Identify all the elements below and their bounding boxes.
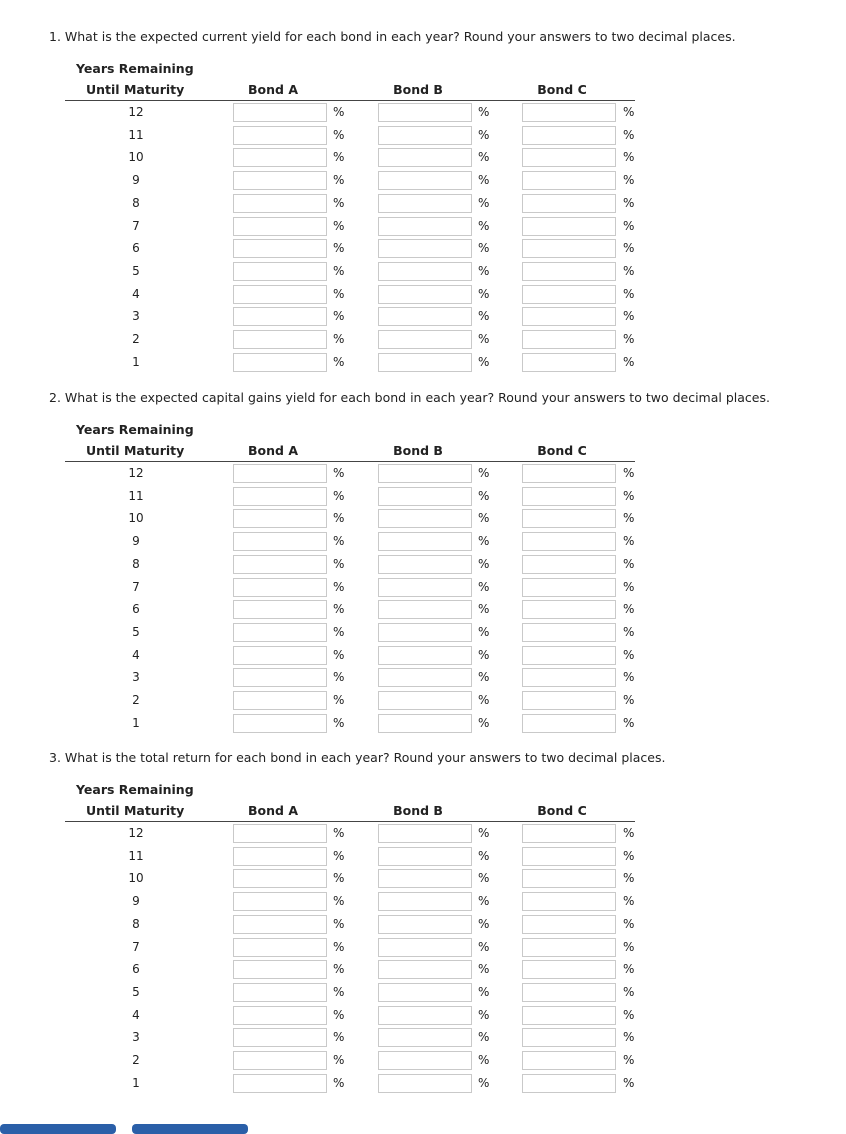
percent-unit: %	[623, 1007, 635, 1022]
total-return-bond-a-input[interactable]	[233, 892, 327, 911]
capital-gains-yield-bond-b-input[interactable]	[378, 714, 472, 733]
percent-unit: %	[333, 218, 345, 233]
total-return-bond-a-input[interactable]	[233, 824, 327, 843]
total-return-bond-a-input[interactable]	[233, 983, 327, 1002]
percent-unit: %	[333, 602, 345, 617]
percent-unit: %	[623, 916, 635, 931]
capital-gains-yield-bond-c-input[interactable]	[522, 464, 616, 483]
capital-gains-yield-bond-c-input[interactable]	[522, 578, 616, 597]
total-return-bond-c-input[interactable]	[522, 892, 616, 911]
year-label: 12	[128, 826, 144, 840]
year-label: 9	[132, 173, 140, 188]
total-return-bond-b-input[interactable]	[378, 1006, 472, 1025]
capital-gains-yield-bond-c-input[interactable]	[522, 555, 616, 574]
percent-unit: %	[623, 332, 635, 346]
year-label: 6	[132, 241, 140, 256]
current-yield-bond-c-input[interactable]	[522, 217, 616, 236]
percent-unit: %	[623, 670, 635, 685]
year-label: 11	[128, 488, 144, 503]
year-label: 2	[132, 1053, 140, 1067]
current-yield-bond-c-input[interactable]	[522, 262, 616, 281]
percent-unit: %	[623, 848, 635, 863]
total-return-bond-c-input[interactable]	[522, 938, 616, 957]
current-yield-bond-b-input[interactable]	[378, 330, 472, 349]
capital-gains-yield-bond-b-input[interactable]	[378, 532, 472, 551]
current-yield-bond-a-input[interactable]	[233, 353, 327, 372]
capital-gains-yield-bond-a-input[interactable]	[233, 555, 327, 574]
current-yield-bond-b-input[interactable]	[378, 239, 472, 258]
percent-unit: %	[333, 1007, 345, 1022]
percent-unit: %	[478, 826, 490, 840]
percent-unit: %	[478, 1030, 490, 1045]
capital-gains-yield-bond-b-input[interactable]	[378, 509, 472, 528]
year-label: 2	[132, 332, 140, 346]
percent-unit: %	[478, 263, 490, 278]
percent-unit: %	[333, 241, 345, 256]
total-return-bond-b-input[interactable]	[378, 960, 472, 979]
capital-gains-yield-bond-c-input[interactable]	[522, 487, 616, 506]
current-yield-bond-a-input[interactable]	[233, 126, 327, 145]
capital-gains-yield-bond-c-input[interactable]	[522, 600, 616, 619]
current-yield-bond-a-input[interactable]	[233, 285, 327, 304]
current-yield-bond-b-input[interactable]	[378, 148, 472, 167]
current-yield-bond-b-input[interactable]	[378, 126, 472, 145]
bond-header-b: Bond B	[393, 82, 443, 97]
bond-header-c: Bond C	[537, 82, 587, 97]
year-label: 9	[132, 894, 140, 909]
percent-unit: %	[478, 1053, 490, 1067]
percent-unit: %	[623, 466, 635, 480]
total-return-bond-b-input[interactable]	[378, 938, 472, 957]
year-label: 12	[128, 466, 144, 480]
year-label: 10	[128, 511, 144, 526]
percent-unit: %	[333, 1075, 345, 1090]
total-return-bond-c-input[interactable]	[522, 1074, 616, 1093]
year-label: 7	[132, 218, 140, 233]
percent-unit: %	[333, 286, 345, 301]
percent-unit: %	[478, 195, 490, 210]
percent-unit: %	[478, 894, 490, 909]
percent-unit: %	[478, 1075, 490, 1090]
capital-gains-yield-bond-b-input[interactable]	[378, 464, 472, 483]
percent-unit: %	[478, 511, 490, 526]
year-label: 8	[132, 916, 140, 931]
capital-gains-yield-bond-a-input[interactable]	[233, 509, 327, 528]
total-return-bond-a-input[interactable]	[233, 847, 327, 866]
current-yield-bond-b-input[interactable]	[378, 194, 472, 213]
bond-header-c: Bond C	[537, 803, 587, 818]
percent-unit: %	[478, 150, 490, 165]
year-label: 3	[132, 670, 140, 685]
bond-header-c: Bond C	[537, 443, 587, 458]
current-yield-bond-a-input[interactable]	[233, 262, 327, 281]
percent-unit: %	[478, 693, 490, 707]
percent-unit: %	[478, 916, 490, 931]
total-return-bond-c-input[interactable]	[522, 1006, 616, 1025]
percent-unit: %	[623, 939, 635, 954]
percent-unit: %	[478, 488, 490, 503]
percent-unit: %	[333, 105, 345, 119]
current-yield-bond-a-input[interactable]	[233, 217, 327, 236]
footer-button-left[interactable]	[0, 1124, 116, 1134]
year-label: 1	[132, 715, 140, 730]
capital-gains-yield-bond-b-input[interactable]	[378, 646, 472, 665]
current-yield-bond-c-input[interactable]	[522, 353, 616, 372]
years-header-line1: Years Remaining	[76, 782, 194, 797]
year-label: 8	[132, 195, 140, 210]
capital-gains-yield-bond-c-input[interactable]	[522, 623, 616, 642]
year-label: 9	[132, 534, 140, 549]
year-label: 5	[132, 263, 140, 278]
bond-header-a: Bond A	[248, 82, 298, 97]
total-return-bond-c-input[interactable]	[522, 869, 616, 888]
year-label: 2	[132, 693, 140, 707]
capital-gains-yield-bond-a-input[interactable]	[233, 600, 327, 619]
total-return-bond-a-input[interactable]	[233, 915, 327, 934]
current-yield-bond-b-input[interactable]	[378, 353, 472, 372]
percent-unit: %	[623, 602, 635, 617]
capital-gains-yield-bond-a-input[interactable]	[233, 646, 327, 665]
total-return-bond-b-input[interactable]	[378, 983, 472, 1002]
current-yield-bond-c-input[interactable]	[522, 330, 616, 349]
capital-gains-yield-bond-a-input[interactable]	[233, 487, 327, 506]
percent-unit: %	[478, 715, 490, 730]
percent-unit: %	[623, 871, 635, 886]
capital-gains-yield-bond-a-input[interactable]	[233, 532, 327, 551]
percent-unit: %	[623, 286, 635, 301]
year-label: 10	[128, 871, 144, 886]
percent-unit: %	[623, 647, 635, 662]
year-label: 3	[132, 309, 140, 324]
year-label: 8	[132, 556, 140, 571]
years-header-line1: Years Remaining	[76, 61, 194, 76]
year-label: 6	[132, 962, 140, 977]
capital-gains-yield-bond-a-input[interactable]	[233, 464, 327, 483]
percent-unit: %	[623, 263, 635, 278]
percent-unit: %	[333, 354, 345, 369]
year-label: 4	[132, 286, 140, 301]
total-return-bond-b-input[interactable]	[378, 847, 472, 866]
capital-gains-yield-bond-c-input[interactable]	[522, 691, 616, 710]
percent-unit: %	[333, 647, 345, 662]
percent-unit: %	[478, 984, 490, 999]
percent-unit: %	[478, 534, 490, 549]
percent-unit: %	[333, 195, 345, 210]
current-yield-bond-a-input[interactable]	[233, 239, 327, 258]
percent-unit: %	[478, 241, 490, 256]
percent-unit: %	[333, 1030, 345, 1045]
total-return-bond-c-input[interactable]	[522, 915, 616, 934]
percent-unit: %	[333, 309, 345, 324]
percent-unit: %	[478, 962, 490, 977]
capital-gains-yield-bond-b-input[interactable]	[378, 623, 472, 642]
current-yield-bond-b-input[interactable]	[378, 103, 472, 122]
total-return-bond-c-input[interactable]	[522, 1051, 616, 1070]
total-return-bond-a-input[interactable]	[233, 960, 327, 979]
current-yield-bond-b-input[interactable]	[378, 171, 472, 190]
current-yield-bond-c-input[interactable]	[522, 103, 616, 122]
percent-unit: %	[623, 534, 635, 549]
capital-gains-yield-bond-c-input[interactable]	[522, 532, 616, 551]
current-yield-bond-a-input[interactable]	[233, 330, 327, 349]
percent-unit: %	[333, 939, 345, 954]
years-header-line2: Until Maturity	[86, 82, 185, 97]
percent-unit: %	[623, 309, 635, 324]
total-return-bond-a-input[interactable]	[233, 869, 327, 888]
percent-unit: %	[333, 826, 345, 840]
capital-gains-yield-bond-b-input[interactable]	[378, 668, 472, 687]
percent-unit: %	[333, 127, 345, 142]
percent-unit: %	[623, 1030, 635, 1045]
percent-unit: %	[623, 556, 635, 571]
current-yield-bond-c-input[interactable]	[522, 126, 616, 145]
percent-unit: %	[333, 466, 345, 480]
header-divider	[65, 461, 635, 462]
year-label: 10	[128, 150, 144, 165]
year-label: 11	[128, 848, 144, 863]
current-yield-bond-c-input[interactable]	[522, 148, 616, 167]
percent-unit: %	[333, 916, 345, 931]
percent-unit: %	[623, 693, 635, 707]
current-yield-bond-b-input[interactable]	[378, 217, 472, 236]
year-label: 4	[132, 1007, 140, 1022]
percent-unit: %	[623, 150, 635, 165]
percent-unit: %	[333, 263, 345, 278]
total-return-bond-c-input[interactable]	[522, 824, 616, 843]
header-divider	[65, 821, 635, 822]
bond-header-a: Bond A	[248, 443, 298, 458]
year-label: 4	[132, 647, 140, 662]
percent-unit: %	[478, 218, 490, 233]
percent-unit: %	[478, 286, 490, 301]
capital-gains-yield-bond-a-input[interactable]	[233, 623, 327, 642]
total-return-bond-b-input[interactable]	[378, 892, 472, 911]
percent-unit: %	[478, 624, 490, 639]
year-label: 5	[132, 624, 140, 639]
year-label: 3	[132, 1030, 140, 1045]
percent-unit: %	[623, 579, 635, 594]
current-yield-bond-a-input[interactable]	[233, 171, 327, 190]
year-label: 7	[132, 579, 140, 594]
percent-unit: %	[478, 939, 490, 954]
percent-unit: %	[333, 556, 345, 571]
question-3: 3. What is the total return for each bond in each year? Round your answers to two decimal places.	[49, 750, 666, 765]
total-return-bond-b-input[interactable]	[378, 824, 472, 843]
total-return-bond-b-input[interactable]	[378, 1051, 472, 1070]
total-return-bond-b-input[interactable]	[378, 1074, 472, 1093]
total-return-bond-b-input[interactable]	[378, 915, 472, 934]
percent-unit: %	[623, 218, 635, 233]
percent-unit: %	[478, 1007, 490, 1022]
percent-unit: %	[333, 173, 345, 188]
percent-unit: %	[623, 105, 635, 119]
capital-gains-yield-bond-a-input[interactable]	[233, 578, 327, 597]
year-label: 6	[132, 602, 140, 617]
current-yield-bond-c-input[interactable]	[522, 171, 616, 190]
current-yield-bond-a-input[interactable]	[233, 307, 327, 326]
current-yield-bond-c-input[interactable]	[522, 285, 616, 304]
percent-unit: %	[333, 670, 345, 685]
percent-unit: %	[333, 871, 345, 886]
total-return-bond-a-input[interactable]	[233, 938, 327, 957]
percent-unit: %	[478, 309, 490, 324]
percent-unit: %	[623, 488, 635, 503]
years-header-line1: Years Remaining	[76, 422, 194, 437]
capital-gains-yield-bond-b-input[interactable]	[378, 487, 472, 506]
percent-unit: %	[333, 624, 345, 639]
current-yield-bond-a-input[interactable]	[233, 194, 327, 213]
total-return-bond-c-input[interactable]	[522, 960, 616, 979]
year-label: 5	[132, 984, 140, 999]
percent-unit: %	[333, 848, 345, 863]
bond-header-b: Bond B	[393, 443, 443, 458]
current-yield-bond-c-input[interactable]	[522, 239, 616, 258]
capital-gains-yield-bond-a-input[interactable]	[233, 668, 327, 687]
percent-unit: %	[478, 647, 490, 662]
percent-unit: %	[478, 127, 490, 142]
percent-unit: %	[623, 894, 635, 909]
percent-unit: %	[478, 173, 490, 188]
capital-gains-yield-bond-c-input[interactable]	[522, 668, 616, 687]
year-label: 12	[128, 105, 144, 119]
capital-gains-yield-bond-c-input[interactable]	[522, 509, 616, 528]
capital-gains-yield-bond-c-input[interactable]	[522, 714, 616, 733]
percent-unit: %	[623, 173, 635, 188]
capital-gains-yield-bond-a-input[interactable]	[233, 691, 327, 710]
percent-unit: %	[478, 579, 490, 594]
percent-unit: %	[478, 602, 490, 617]
current-yield-bond-b-input[interactable]	[378, 285, 472, 304]
total-return-bond-a-input[interactable]	[233, 1006, 327, 1025]
percent-unit: %	[478, 670, 490, 685]
footer-button-right[interactable]	[132, 1124, 248, 1134]
total-return-bond-c-input[interactable]	[522, 983, 616, 1002]
percent-unit: %	[623, 195, 635, 210]
percent-unit: %	[623, 1075, 635, 1090]
percent-unit: %	[333, 984, 345, 999]
percent-unit: %	[623, 354, 635, 369]
percent-unit: %	[478, 466, 490, 480]
header-divider	[65, 100, 635, 101]
total-return-bond-c-input[interactable]	[522, 1028, 616, 1047]
percent-unit: %	[623, 1053, 635, 1067]
years-header-line2: Until Maturity	[86, 803, 185, 818]
total-return-bond-b-input[interactable]	[378, 869, 472, 888]
percent-unit: %	[333, 332, 345, 346]
percent-unit: %	[333, 715, 345, 730]
percent-unit: %	[623, 241, 635, 256]
percent-unit: %	[478, 105, 490, 119]
percent-unit: %	[333, 894, 345, 909]
percent-unit: %	[478, 354, 490, 369]
total-return-bond-b-input[interactable]	[378, 1028, 472, 1047]
percent-unit: %	[623, 715, 635, 730]
percent-unit: %	[333, 962, 345, 977]
percent-unit: %	[333, 511, 345, 526]
percent-unit: %	[623, 826, 635, 840]
percent-unit: %	[333, 150, 345, 165]
percent-unit: %	[478, 871, 490, 886]
total-return-bond-a-input[interactable]	[233, 1074, 327, 1093]
percent-unit: %	[478, 848, 490, 863]
years-header-line2: Until Maturity	[86, 443, 185, 458]
capital-gains-yield-bond-b-input[interactable]	[378, 691, 472, 710]
percent-unit: %	[333, 488, 345, 503]
capital-gains-yield-bond-c-input[interactable]	[522, 646, 616, 665]
percent-unit: %	[478, 332, 490, 346]
percent-unit: %	[333, 579, 345, 594]
current-yield-bond-b-input[interactable]	[378, 262, 472, 281]
percent-unit: %	[333, 534, 345, 549]
percent-unit: %	[333, 693, 345, 707]
total-return-bond-c-input[interactable]	[522, 847, 616, 866]
current-yield-bond-b-input[interactable]	[378, 307, 472, 326]
percent-unit: %	[623, 127, 635, 142]
year-label: 1	[132, 354, 140, 369]
capital-gains-yield-bond-b-input[interactable]	[378, 600, 472, 619]
bond-header-b: Bond B	[393, 803, 443, 818]
current-yield-bond-c-input[interactable]	[522, 307, 616, 326]
current-yield-bond-c-input[interactable]	[522, 194, 616, 213]
current-yield-bond-a-input[interactable]	[233, 103, 327, 122]
percent-unit: %	[478, 556, 490, 571]
percent-unit: %	[623, 624, 635, 639]
year-label: 1	[132, 1075, 140, 1090]
bond-header-a: Bond A	[248, 803, 298, 818]
percent-unit: %	[623, 962, 635, 977]
question-2: 2. What is the expected capital gains yield for each bond in each year? Round your answers to two decimal places.	[49, 390, 770, 405]
total-return-bond-a-input[interactable]	[233, 1051, 327, 1070]
year-label: 11	[128, 127, 144, 142]
question-1: 1. What is the expected current yield for each bond in each year? Round your answers to two decimal places.	[49, 29, 736, 44]
capital-gains-yield-bond-a-input[interactable]	[233, 714, 327, 733]
percent-unit: %	[623, 511, 635, 526]
total-return-bond-a-input[interactable]	[233, 1028, 327, 1047]
capital-gains-yield-bond-b-input[interactable]	[378, 578, 472, 597]
capital-gains-yield-bond-b-input[interactable]	[378, 555, 472, 574]
year-label: 7	[132, 939, 140, 954]
percent-unit: %	[623, 984, 635, 999]
current-yield-bond-a-input[interactable]	[233, 148, 327, 167]
percent-unit: %	[333, 1053, 345, 1067]
